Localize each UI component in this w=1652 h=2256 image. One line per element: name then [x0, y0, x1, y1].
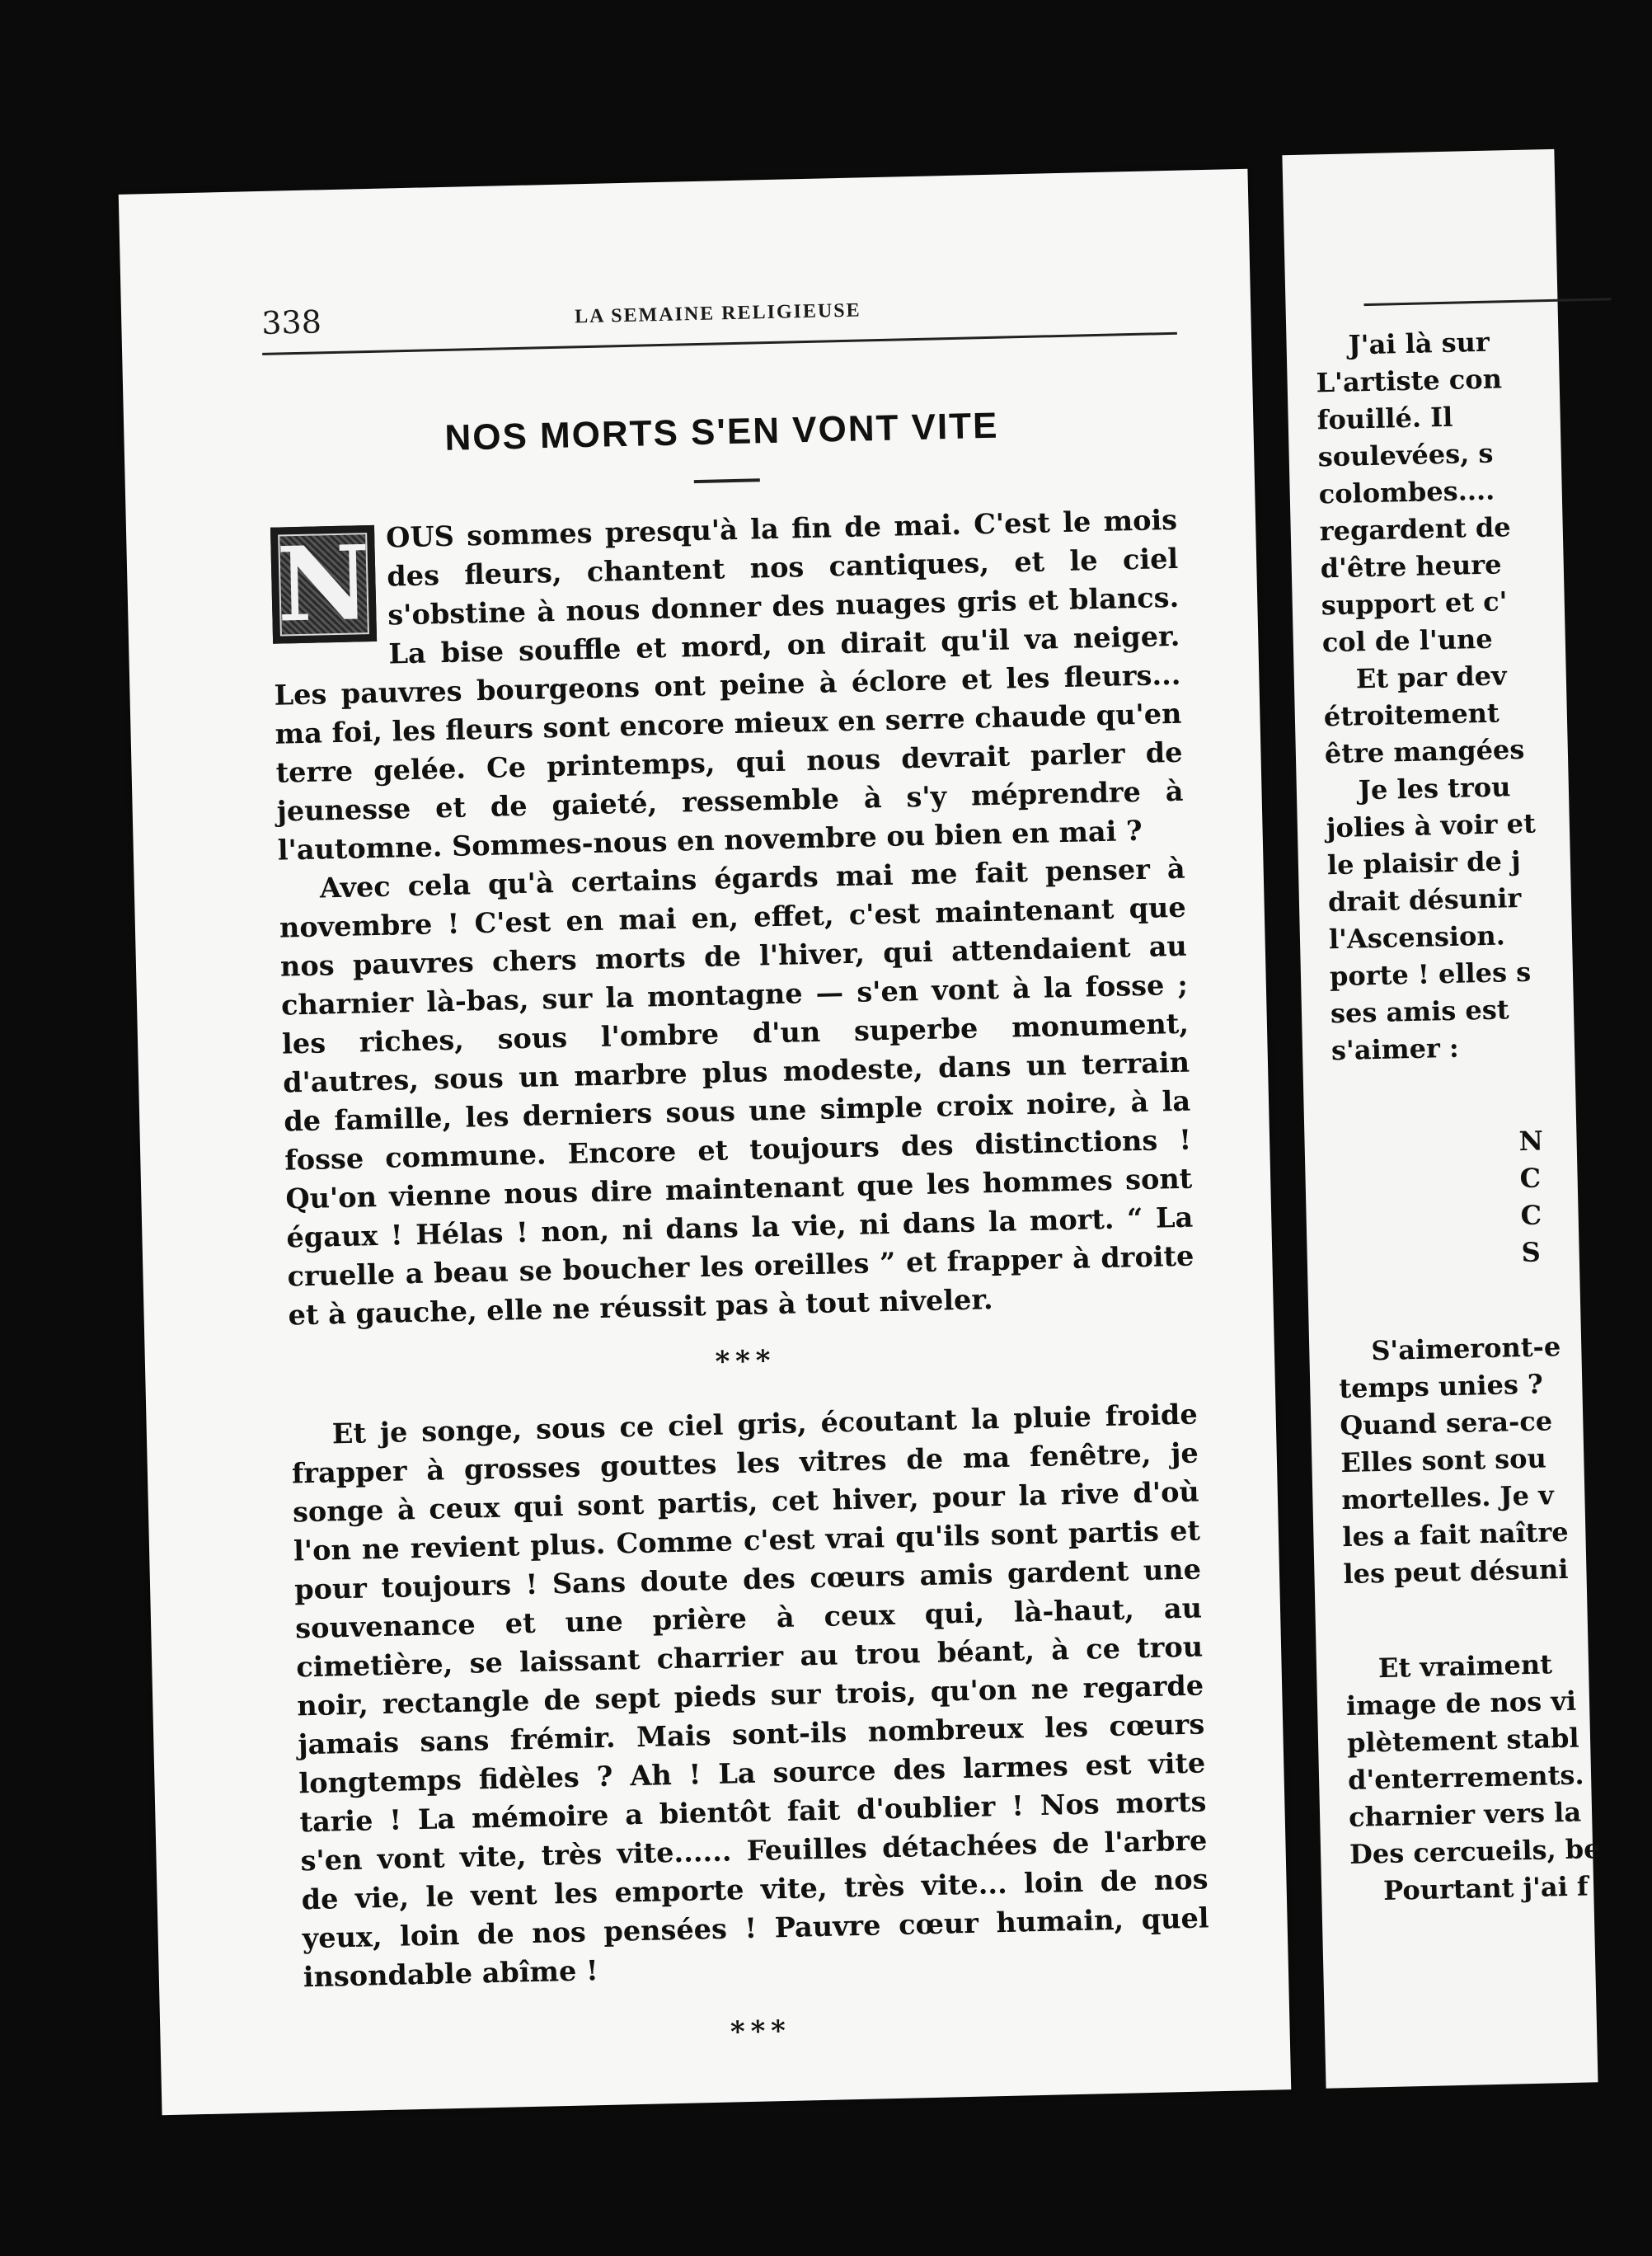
right-page-line: Quand sera-ce — [1339, 1405, 1553, 1442]
right-page-line: soulevées, s — [1317, 437, 1494, 473]
right-page-line: Je les trou — [1358, 771, 1511, 806]
right-page-line: colombes.... — [1318, 474, 1495, 510]
right-page-line: S — [1521, 1236, 1542, 1269]
right-page-line: les a fait naître — [1342, 1516, 1570, 1553]
right-header-rule — [1364, 298, 1612, 306]
right-page-line: étroitement — [1323, 697, 1500, 733]
paragraph-1 — [270, 501, 1185, 870]
article-body — [270, 501, 1213, 2085]
dropcap-letter: N — [275, 524, 372, 646]
right-page-line: Des cercueils, be — [1349, 1833, 1601, 1870]
running-head: LA SEMAINE RELIGIEUSE — [574, 299, 861, 328]
article-title: NOS MORTS S'EN VONT VITE — [444, 405, 999, 458]
dropcap-ornament — [270, 525, 377, 644]
right-page-text — [1315, 322, 1614, 1911]
right-page-line: J'ai là sur — [1348, 326, 1490, 361]
right-page-line: S'aimeront-e — [1370, 1331, 1561, 1367]
right-page-line: ses amis est — [1330, 994, 1509, 1030]
paragraph-3: Et je songe, sous ce ciel gris, écoutant la pluie froide frapper à grosses gouttes les vitres de ma fenêtre, je songe à ceux qui sont partis, cet hiver, pour la rive d'où l'on ne revient plus. Comme c'est vrai qu'ils sont partis et pour toujours ! Sans doute des cœurs amis gardent une souvenance et une prière à ceux qui, là-haut, au cimetière, se laissant charrier au trou béant, à ce trou noir, rectangle de sept pieds sur trois, qu'on ne regarde jamais sans frémir. Mais sont-ils nombreux les cœurs longtemps fidèles ? Ah ! La source des larmes est vite tarie ! La mémoire a bientôt fait d'oublier ! Nos morts s'en vont vite, très vite...... Feuilles détachées de l'arbre de vie, le vent les emporte vite, très vite... loin de nos yeux, loin de nos pensées ! Pauvre cœur humain, quel insondable abîme ! — [291, 1398, 1209, 1994]
page-header — [261, 284, 1177, 355]
right-page-line: plètement stabl — [1346, 1722, 1579, 1760]
right-page-line: temps unies ? — [1338, 1368, 1544, 1405]
right-page — [1282, 149, 1601, 2089]
right-page-gap — [1332, 1064, 1598, 1127]
right-page-line: être mangées — [1324, 733, 1525, 770]
right-page-line: image de nos vi — [1345, 1685, 1577, 1723]
paragraph-2: Avec cela qu'à certains égards mai me fait penser à novembre ! C'est en mai en, effet, c'est maintenant que nos pauvres chers morts de l'hiver, qui attendaient au charnier là-bas, sur la montagne — s'en vont à la fosse ; les riches, sous l'ombre d'un superbe monument, d'autres, sous un marbre plus modeste, dans un terrain de famille, les derniers sous une simple croix noire, à la fosse commune. Encore et toujours des distinctions ! Qu'on vienne nous dire maintenant que les hommes sont égaux ! Hélas ! non, ni dans la vie, ni dans la mort. “ La cruelle a beau se boucher les oreilles ” et frapper à droite et à gauche, elle ne réussit pas à tout niveler. — [279, 852, 1194, 1332]
right-page-line: C — [1519, 1162, 1542, 1195]
paragraph-1-text: OUS sommes presqu'à la fin de mai. C'est le mois des fleurs, chantent nos cantiques, et le ciel s'obstine à nous donner des nuages gris et blancs. La bise souffle et mord, on dirait qu'il va neiger. Les pauvres bourgeons ont peine à éclore et les fleurs... ma foi, les fleurs sont encore mieux en serre chaude qu'en terre gelée. Ce printemps, qui nous devrait parler de jeunesse et de gaieté, ressemble à s'y méprendre à l'automne. Sommes-nous en novembre ou bien en mai ? — [274, 503, 1184, 867]
right-page-line: porte ! elles s — [1329, 956, 1532, 993]
asterism-separator: * * * — [715, 1344, 771, 1379]
right-page-line: l'Ascension. — [1328, 919, 1506, 956]
page-number: 338 — [260, 303, 322, 341]
right-page-line: charnier vers la — [1348, 1796, 1582, 1833]
right-page-line: le plaisir de j — [1326, 844, 1522, 881]
right-page-line: mortelles. Je v — [1340, 1479, 1555, 1516]
left-page-content — [119, 169, 1292, 2115]
right-page-line: C — [1520, 1199, 1542, 1232]
right-page-line: les peut désuni — [1343, 1553, 1569, 1591]
right-page-line: jolies à voir et — [1326, 807, 1537, 844]
right-page-line: Elles sont sou — [1340, 1442, 1547, 1479]
right-page-line: col de l'une — [1321, 623, 1494, 659]
right-page-line: N — [1518, 1125, 1544, 1158]
right-page-line: Pourtant j'ai f — [1382, 1870, 1589, 1907]
right-page-line: fouillé. Il — [1316, 401, 1453, 436]
right-page-line: L'artiste con — [1316, 363, 1503, 399]
asterism-separator-bottom: * * * — [730, 2014, 786, 2049]
right-page-gap — [1336, 1270, 1602, 1333]
right-page-line: regardent de — [1319, 511, 1511, 548]
right-page-line: support et c' — [1321, 585, 1508, 622]
header-rule — [262, 332, 1177, 355]
right-page-line: Et vraiment — [1377, 1648, 1553, 1685]
title-rule — [694, 478, 760, 483]
right-page-line: d'enterrements. — [1347, 1759, 1584, 1796]
right-page-line: Et par dev — [1355, 660, 1507, 695]
right-page-line: drait désunir — [1327, 881, 1522, 919]
right-page-gap — [1344, 1587, 1609, 1651]
right-page-line: s'aimer : — [1331, 1032, 1460, 1067]
right-page-line: d'être heure — [1320, 548, 1502, 585]
